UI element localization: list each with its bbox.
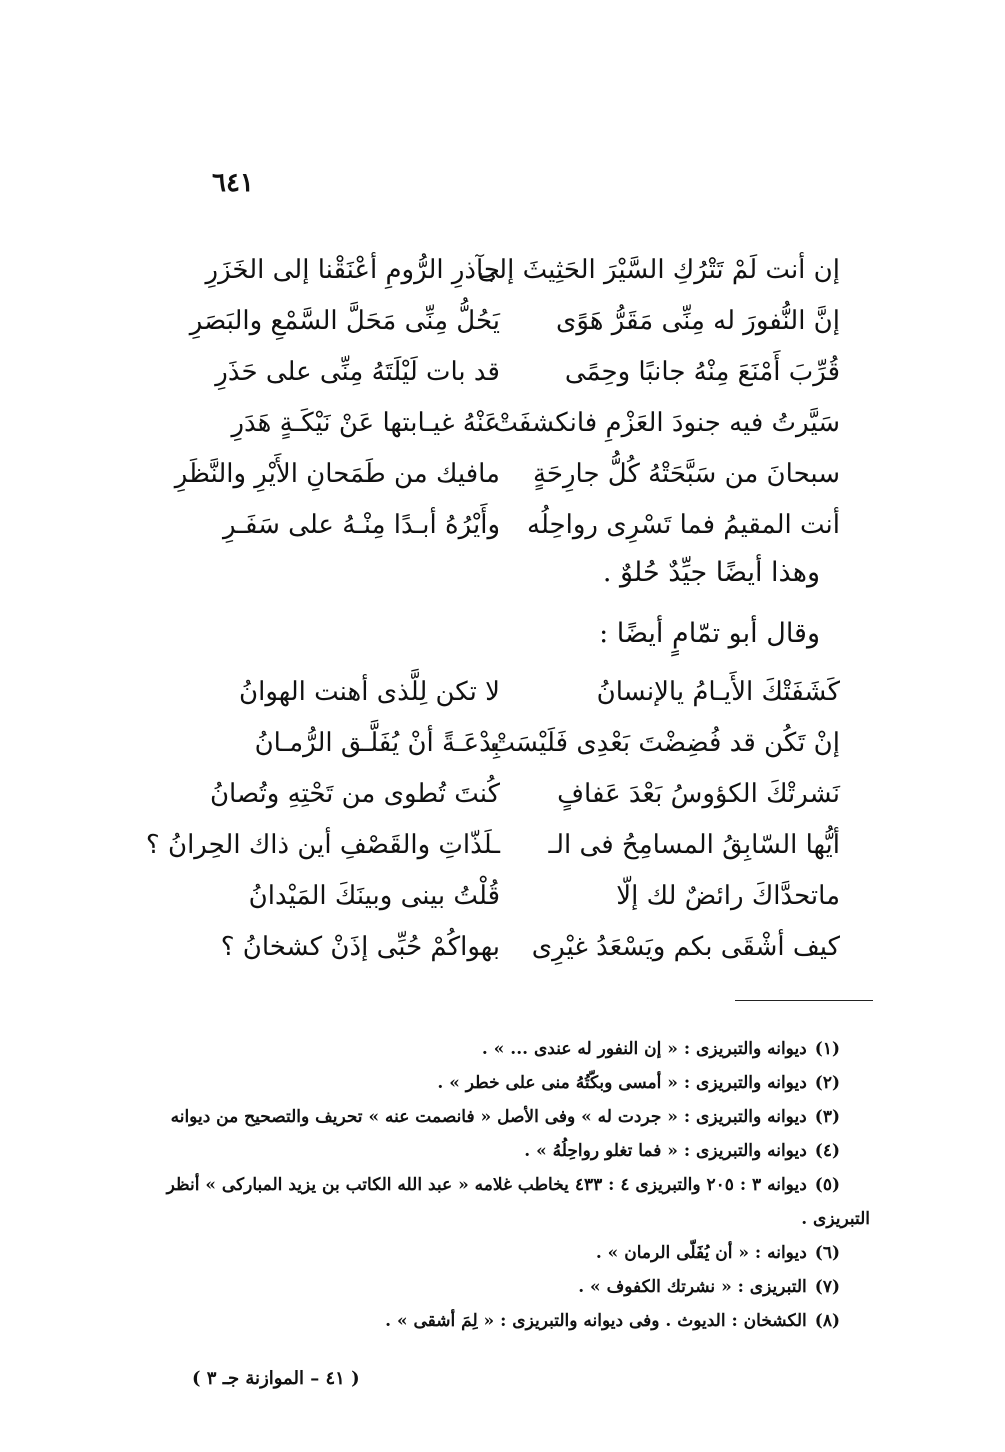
verse-first-hemistich: سبحانَ من سَبَّحَتْهُ كُلُّ جارِحَةٍ [532, 459, 840, 489]
footnote-marker: (٤) [814, 1141, 840, 1161]
footnote-text: ديوانه ٣ : ٢٠٥ والتبريزى ٤ : ٤٣٣ يخاطب غلامه « عبد الله الكاتب بن يزيد المباركى » أنظر [166, 1175, 807, 1195]
footnote-text: التبريزى : « نشرتك الكفوف » . [578, 1277, 807, 1297]
page-number: ٦٤١ [212, 168, 254, 198]
verse-row [0, 301, 1005, 352]
verse-row [0, 774, 1005, 825]
footnote-text: ديوانه والتبريزى : « جردت له » وفى الأصل « فانصمت عنه » تحريف والتصحيح من ديوانه [170, 1107, 807, 1127]
footnote-5 [160, 1168, 840, 1202]
footnote-7 [160, 1270, 840, 1304]
verse-row [0, 250, 1005, 301]
verse-row [0, 825, 1005, 876]
poem-block-2 [0, 672, 1005, 978]
remark-line: وهذا أيضًا جيِّدٌ حُلوٌ . [602, 557, 820, 588]
verse-second-hemistich: جآذرِ الرُّومِ أعْنَقْنا إلى الخَزَرِ [205, 255, 500, 285]
poem-block-1 [0, 250, 1005, 556]
verse-second-hemistich: يَحُلُّ مِنِّى مَحَلَّ السَّمْعِ والبَصَرِ [189, 306, 500, 336]
verse-first-hemistich: ماتحدَّاكَ رائضٌ لك إلّا [616, 881, 840, 911]
verse-second-hemistich: قُلْتُ بينى وبينَكَ المَيْدانُ [248, 881, 500, 911]
footnote-marker: (٧) [814, 1277, 840, 1297]
verse-second-hemistich: مافيك من طَمَحانِ الأَيْرِ والنَّظَرِ [174, 459, 500, 489]
verse-first-hemistich: إنْ تَكُن قد فُضِضْتَ بَعْدِى فَلَيْسَتْ [490, 728, 840, 758]
verse-second-hemistich: وأَيْرُهُ أبـدًا مِنْـهُ على سَفَـرِ [222, 510, 500, 540]
footnote-3 [160, 1100, 840, 1134]
verse-second-hemistich: بهواكُمْ حُبِّى إذَنْ كشخانُ ؟ [220, 932, 500, 962]
footnote-5-continuation: التبريزى . [801, 1209, 870, 1229]
verse-second-hemistich: قد بات لَيْلَتَهُ مِنِّى على حَذَرِ [215, 357, 500, 387]
verse-first-hemistich: سَيَّرتُ فيه جنودَ العَزْمِ فانكشفَتْ [493, 408, 840, 438]
verse-first-hemistich: أنت المقيمُ فما تَسْرِى رواحِلُه [527, 510, 840, 540]
verse-second-hemistich: كُنتَ تُطوى من تَحْتِهِ وتُصانُ [209, 779, 500, 809]
footnote-4 [160, 1134, 840, 1168]
verse-first-hemistich: إنَّ النُّفورَ له مِنِّى مَقَرُّ هَوًى [556, 306, 840, 336]
footnotes [160, 1032, 870, 1338]
footnote-marker: (٢) [814, 1073, 840, 1093]
verse-second-hemistich: ـلَذّاتِ والقَصْفِ أين ذاك الحِرانُ ؟ [145, 830, 500, 860]
verse-row [0, 454, 1005, 505]
verse-row [0, 403, 1005, 454]
verse-row [0, 876, 1005, 927]
footnote-text: ديوانه والتبريزى : « إن النفور له عندى ... » . [481, 1039, 807, 1059]
verse-row [0, 672, 1005, 723]
footnote-8 [160, 1304, 840, 1338]
footnote-6 [160, 1236, 840, 1270]
verse-first-hemistich: كيف أشْقَى بكم ويَسْعَدُ غيْرِى [531, 932, 840, 962]
footnote-text: ديوانه والتبريزى : « فما تغلو رواحِلُهُ » . [524, 1141, 807, 1161]
footnote-marker: (٨) [814, 1311, 840, 1331]
verse-first-hemistich: نَشرتْكَ الكؤوسُ بَعْدَ عَفافٍ [557, 779, 840, 809]
verse-row [0, 352, 1005, 403]
verse-second-hemistich: عَنْهُ غيـابتها عَنْ نَيْكَـةٍ هَدَرِ [231, 408, 500, 438]
verse-row [0, 723, 1005, 774]
footnote-2 [160, 1066, 840, 1100]
signature-mark: ( ٤١ – الموازنة جـ ٣ ) [192, 1368, 360, 1389]
footnote-marker: (٣) [814, 1107, 840, 1127]
footnote-separator [735, 1000, 873, 1001]
verse-first-hemistich: أيُّها السّابِقُ المسامِحُ فى الـ [548, 830, 840, 860]
verse-first-hemistich: قُرِّبَ أَمْنَعَ مِنْهُ جانبًا وحِمًى [564, 357, 840, 387]
verse-first-hemistich: كَشَفَتْكَ الأَيـامُ يالإنسانُ [596, 677, 840, 707]
verse-second-hemistich: لا تكن لِلَّذى أهنت الهوانُ [239, 677, 500, 707]
footnote-text: الكشخان : الديوث . وفى ديوانه والتبريزى : « لِمَ أشقى » . [385, 1311, 807, 1331]
footnote-text: ديوانه : « أن يُفَلّى الرمان » . [595, 1243, 807, 1263]
verse-first-hemistich: إن أنت لَمْ تَتْرُكِ السَّيْرَ الحَثِيثَ إلى [477, 255, 840, 285]
footnote-marker: (١) [814, 1039, 840, 1059]
footnote-marker: (٥) [814, 1175, 840, 1195]
footnote-text: ديوانه والتبريزى : « أمسى وبكّتُهُ منى على خطر » . [437, 1073, 807, 1093]
attribution-line: وقال أبو تمّامٍ أيضًا : [599, 618, 820, 649]
verse-second-hemistich: بِدْعَـةً أنْ يُفَلَّـق الرُّمـانُ [254, 728, 500, 758]
verse-row [0, 927, 1005, 978]
footnote-marker: (٦) [814, 1243, 840, 1263]
footnote-1 [160, 1032, 840, 1066]
verse-row [0, 505, 1005, 556]
